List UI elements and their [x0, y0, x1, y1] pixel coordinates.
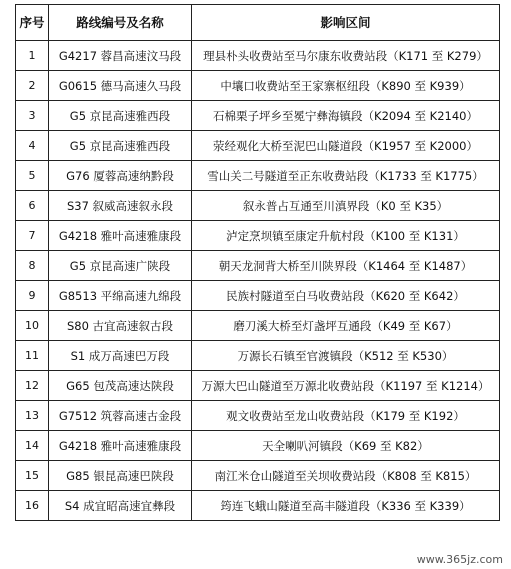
cell-range: 中壤口收费站至王家寨枢纽段（K890 至 K939）: [192, 71, 500, 101]
cell-no: 11: [16, 341, 49, 371]
cell-range: 天全喇叭河镇段（K69 至 K82）: [192, 431, 500, 461]
cell-no: 8: [16, 251, 49, 281]
cell-no: 13: [16, 401, 49, 431]
table-row: [16, 221, 500, 251]
cell-no: 4: [16, 131, 49, 161]
table-row: [16, 131, 500, 161]
cell-no: 5: [16, 161, 49, 191]
cell-road: G76 厦蓉高速纳黔段: [49, 161, 192, 191]
cell-no: 1: [16, 41, 49, 71]
cell-range: 万源大巴山隧道至万源北收费站段（K1197 至 K1214）: [192, 371, 500, 401]
cell-range: 石棉栗子坪乡至冕宁彝海镇段（K2094 至 K2140）: [192, 101, 500, 131]
cell-road: G4217 蓉昌高速汶马段: [49, 41, 192, 71]
cell-no: 12: [16, 371, 49, 401]
cell-no: 6: [16, 191, 49, 221]
cell-road: G4218 雅叶高速雅康段: [49, 431, 192, 461]
cell-road: G0615 德马高速久马段: [49, 71, 192, 101]
table-row: [16, 341, 500, 371]
cell-road: G5 京昆高速广陕段: [49, 251, 192, 281]
cell-range: 民族村隧道至白马收费站段（K620 至 K642）: [192, 281, 500, 311]
cell-range: 观文收费站至龙山收费站段（K179 至 K192）: [192, 401, 500, 431]
table-row: [16, 161, 500, 191]
table-row: [16, 371, 500, 401]
cell-range: 雪山关二号隧道至正东收费站段（K1733 至 K1775）: [192, 161, 500, 191]
cell-no: 16: [16, 491, 49, 521]
cell-range: 泸定烹坝镇至康定升航村段（K100 至 K131）: [192, 221, 500, 251]
cell-road: G5 京昆高速雅西段: [49, 101, 192, 131]
cell-range: 万源长石镇至官渡镇段（K512 至 K530）: [192, 341, 500, 371]
header-road: 路线编号及名称: [49, 5, 192, 41]
cell-no: 9: [16, 281, 49, 311]
cell-road: G65 包茂高速达陕段: [49, 371, 192, 401]
watermark: www.365jz.com: [416, 553, 503, 566]
table-row: [16, 281, 500, 311]
cell-no: 7: [16, 221, 49, 251]
cell-range: 筠连飞蛾山隧道至高丰隧道段（K336 至 K339）: [192, 491, 500, 521]
cell-range: 朝天龙洞背大桥至川陕界段（K1464 至 K1487）: [192, 251, 500, 281]
cell-no: 3: [16, 101, 49, 131]
cell-road: S37 叙威高速叙永段: [49, 191, 192, 221]
cell-range: 南江米仓山隧道至关坝收费站段（K808 至 K815）: [192, 461, 500, 491]
table-row: [16, 311, 500, 341]
road-impact-table: [15, 4, 500, 521]
table-row: [16, 71, 500, 101]
cell-road: G4218 雅叶高速雅康段: [49, 221, 192, 251]
table-row: [16, 491, 500, 521]
cell-range: 磨刀溪大桥至灯盏坪互通段（K49 至 K67）: [192, 311, 500, 341]
header-no: 序号: [16, 5, 49, 41]
header-range: 影响区间: [192, 5, 500, 41]
cell-road: S4 成宜昭高速宜彝段: [49, 491, 192, 521]
cell-range: 理县朴头收费站至马尔康东收费站段（K171 至 K279）: [192, 41, 500, 71]
cell-no: 14: [16, 431, 49, 461]
cell-road: G5 京昆高速雅西段: [49, 131, 192, 161]
table-row: [16, 101, 500, 131]
cell-road: G7512 筑蓉高速古金段: [49, 401, 192, 431]
cell-no: 2: [16, 71, 49, 101]
table-row: [16, 401, 500, 431]
cell-no: 15: [16, 461, 49, 491]
cell-range: 荥经观化大桥至泥巴山隧道段（K1957 至 K2000）: [192, 131, 500, 161]
table-row: [16, 431, 500, 461]
table-row: [16, 41, 500, 71]
table-row: [16, 251, 500, 281]
table-row: [16, 191, 500, 221]
table-header-row: [16, 5, 500, 41]
cell-road: G8513 平绵高速九绵段: [49, 281, 192, 311]
cell-road: S80 古宜高速叙古段: [49, 311, 192, 341]
table-row: [16, 461, 500, 491]
cell-road: G85 银昆高速巴陕段: [49, 461, 192, 491]
cell-road: S1 成万高速巴万段: [49, 341, 192, 371]
cell-no: 10: [16, 311, 49, 341]
cell-range: 叙永普占互通至川滇界段（K0 至 K35）: [192, 191, 500, 221]
